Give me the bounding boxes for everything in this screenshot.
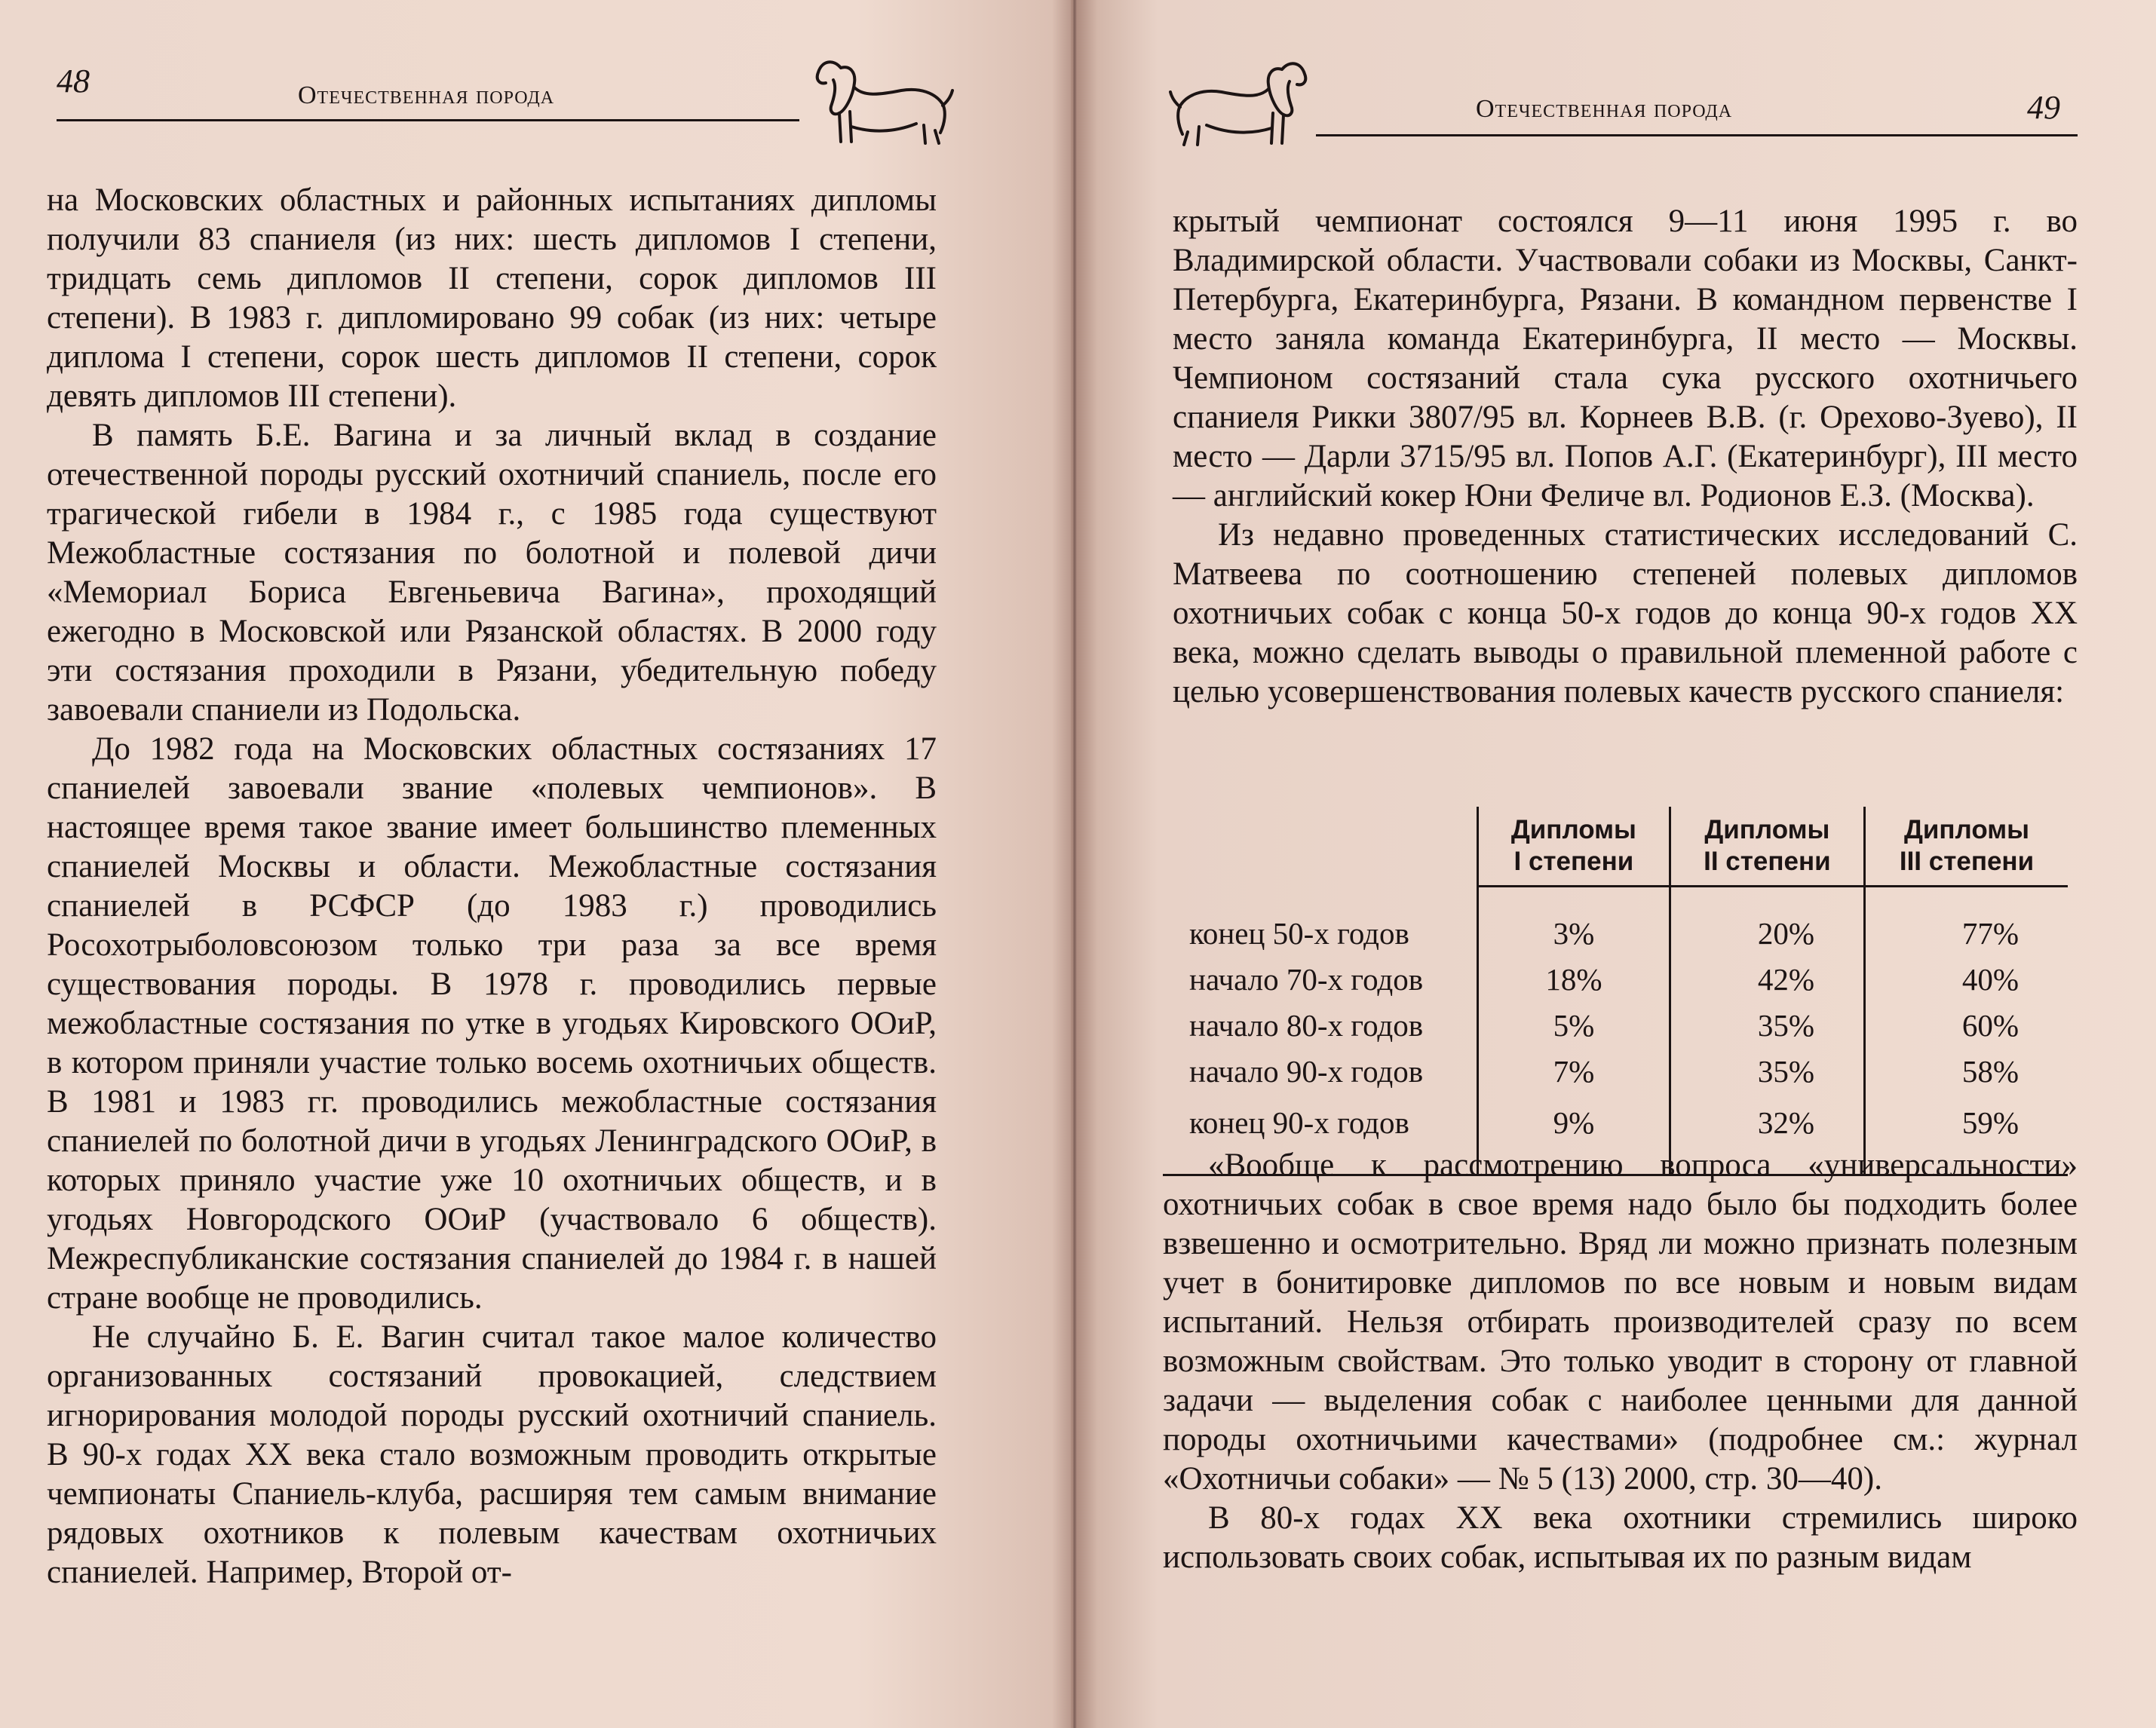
book-gutter	[1052, 0, 1097, 1728]
table-corner	[1163, 807, 1478, 887]
period-cell: конец 90-х годов	[1189, 1105, 1409, 1140]
diploma-3-cell: 40%	[1864, 956, 2068, 1002]
diploma-2-cell: 35%	[1670, 1048, 1864, 1094]
diploma-3-cell: 77%	[1864, 910, 2068, 956]
paragraph: «Вообще к рассмотрению вопроса «универсальности» охотничьих собак в свое время надо было бы подходить более взвешенно и осмотрительно. Вряд ли можно признать полезным учет в бонитировке дипломов по все новым и новым видам испытаний. Нельзя отбирать производителей сразу по всем возможным свойствам. Это только уводит в сторону от главной задачи — выделения собак с наиболее ценными для данной породы охотничьими качествами» (подробнее см.: журнал «Охотничьи собаки» — № 5 (13) 2000, стр. 30—40).	[1163, 1147, 2078, 1497]
spaniel-icon	[811, 51, 954, 149]
diploma-2-cell: 20%	[1670, 910, 1864, 956]
column-header-diploma-2: Дипломы II степени	[1670, 807, 1864, 887]
paragraph: Из недавно проведенных статистических исследований С. Матвеева по соотношению степеней полевых дипломов охотничьих собак с конца 50-х годов до конца 90-х годов XX века, можно сделать выводы о правильной племенной работе с целью усовершенствования полевых качеств русского спаниеля:	[1173, 517, 2078, 709]
period-cell: начало 70-х годов	[1189, 961, 1424, 997]
diploma-statistics-table	[1163, 807, 2068, 1176]
table-row	[1163, 956, 2068, 1002]
table-header-row	[1163, 807, 2068, 887]
table-row	[1163, 910, 2068, 956]
diploma-1-cell: 7%	[1478, 1048, 1670, 1094]
paragraph: Не случайно Б. Е. Вагин считал такое малое количество организованных состязаний провокацией, следствием игнорирования молодой породы русский охотничий спаниель. В 90-х годах XX века стало возможным проводить открытые чемпионаты Спаниель-клуба, расширяя тем самым внимание рядовых охотников к полевым качествам охотничьих спаниелей. Например, Второй от-	[47, 1319, 937, 1590]
paragraph: В память Б.Е. Вагина и за личный вклад в создание отечественной породы русский охотничий спаниель, после его трагической гибели в 1984 г., с 1985 года существуют Межобластные состязания по болотной и полевой дичи «Мемориал Бориса Евгеньевича Вагина», проходящий ежегодно в Московской или Рязанской областях. В 2000 году эти состязания проходили в Рязани, убедительную победу завоевали спаниели из Подольска.	[47, 418, 937, 728]
column-header-diploma-1: Дипломы I степени	[1478, 807, 1670, 887]
header-rule	[1316, 134, 2078, 136]
diploma-3-cell: 59%	[1864, 1094, 2068, 1175]
paragraph: на Московских областных и районных испытаниях дипломы получили 83 спаниеля (из них: шесть дипломов I степени, тридцать семь дипломов II степени, сорок дипломов III степени). В 1983 г. дипломировано 99 собак (из них: четыре диплома I степени, сорок шесть дипломов II степени, сорок девять дипломов III степени).	[47, 182, 937, 414]
diploma-2-cell: 32%	[1670, 1094, 1864, 1175]
diploma-1-cell: 9%	[1478, 1094, 1670, 1175]
paragraph: крытый чемпионат состоялся 9—11 июня 1995 г. во Владимирской области. Участвовали собаки из Москвы, Санкт-Петербурга, Екатеринбурга, Рязани. В командном первенстве I место заняла команда Екатеринбурга, II место — Москвы. Чемпионом состязаний стала сука русского охотничьего спаниеля Рикки 3807/95 вл. Корнеев В.В. (г. Орехово-Зуево), II место — Дарли 3715/95 вл. Попов А.Г. (Екатеринбург), III место — английский кокер Юни Феличе вл. Родионов Е.З. (Москва).	[1173, 204, 2078, 513]
running-title: Отечественная порода	[1476, 95, 1733, 123]
diploma-1-cell: 3%	[1478, 910, 1670, 956]
diploma-2-cell: 42%	[1670, 956, 1864, 1002]
right-body-text-bottom	[1163, 1146, 2078, 1577]
header-rule	[57, 119, 799, 121]
left-page	[0, 0, 1071, 1728]
diploma-2-cell: 35%	[1670, 1002, 1864, 1048]
page-number: 49	[2027, 89, 2060, 126]
period-cell: конец 50-х годов	[1189, 915, 1409, 951]
diploma-3-cell: 58%	[1864, 1048, 2068, 1094]
column-header-diploma-3: Дипломы III степени	[1864, 807, 2068, 887]
paragraph: В 80-х годах XX века охотники стремились широко использовать своих собак, испытывая их по разным видам	[1163, 1500, 2078, 1575]
paragraph: До 1982 года на Московских областных состязаниях 17 спаниелей завоевали звание «полевых чемпионов». В настоящее время такое звание имеет большинство племенных спаниелей Москвы и области. Межобластные состязания спаниелей в РСФСР (до 1983 г.) проводились Росохотрыболовсоюзом только три раза за все время существования породы. В 1978 г. проводились первые межобластные состязания по утке в угодьях Кировского ООиР, в котором приняли участие только восемь охотничьих обществ. В 1981 и 1983 гг. проводились межобластные состязания спаниелей по болотной дичи в угодьях Ленинградского ООиР, в которых приняло участие уже 10 охотничьих обществ, и в угодьях Новгородского ООиР (участвовало 6 обществ). Межреспубликанские состязания спаниелей до 1984 г. в нашей стране вообще не проводились.	[47, 731, 937, 1316]
right-page	[1071, 0, 2156, 1728]
diploma-1-cell: 5%	[1478, 1002, 1670, 1048]
diploma-3-cell: 60%	[1864, 1002, 2068, 1048]
page-number: 48	[57, 63, 90, 100]
diploma-1-cell: 18%	[1478, 956, 1670, 1002]
right-body-text-top	[1173, 202, 2078, 712]
running-title: Отечественная порода	[298, 81, 555, 109]
period-cell: начало 90-х годов	[1189, 1053, 1424, 1089]
left-body-text	[47, 181, 937, 1592]
spaniel-icon	[1169, 53, 1312, 151]
period-cell: начало 80-х годов	[1189, 1007, 1424, 1043]
table-row	[1163, 1048, 2068, 1094]
table-row	[1163, 1002, 2068, 1048]
